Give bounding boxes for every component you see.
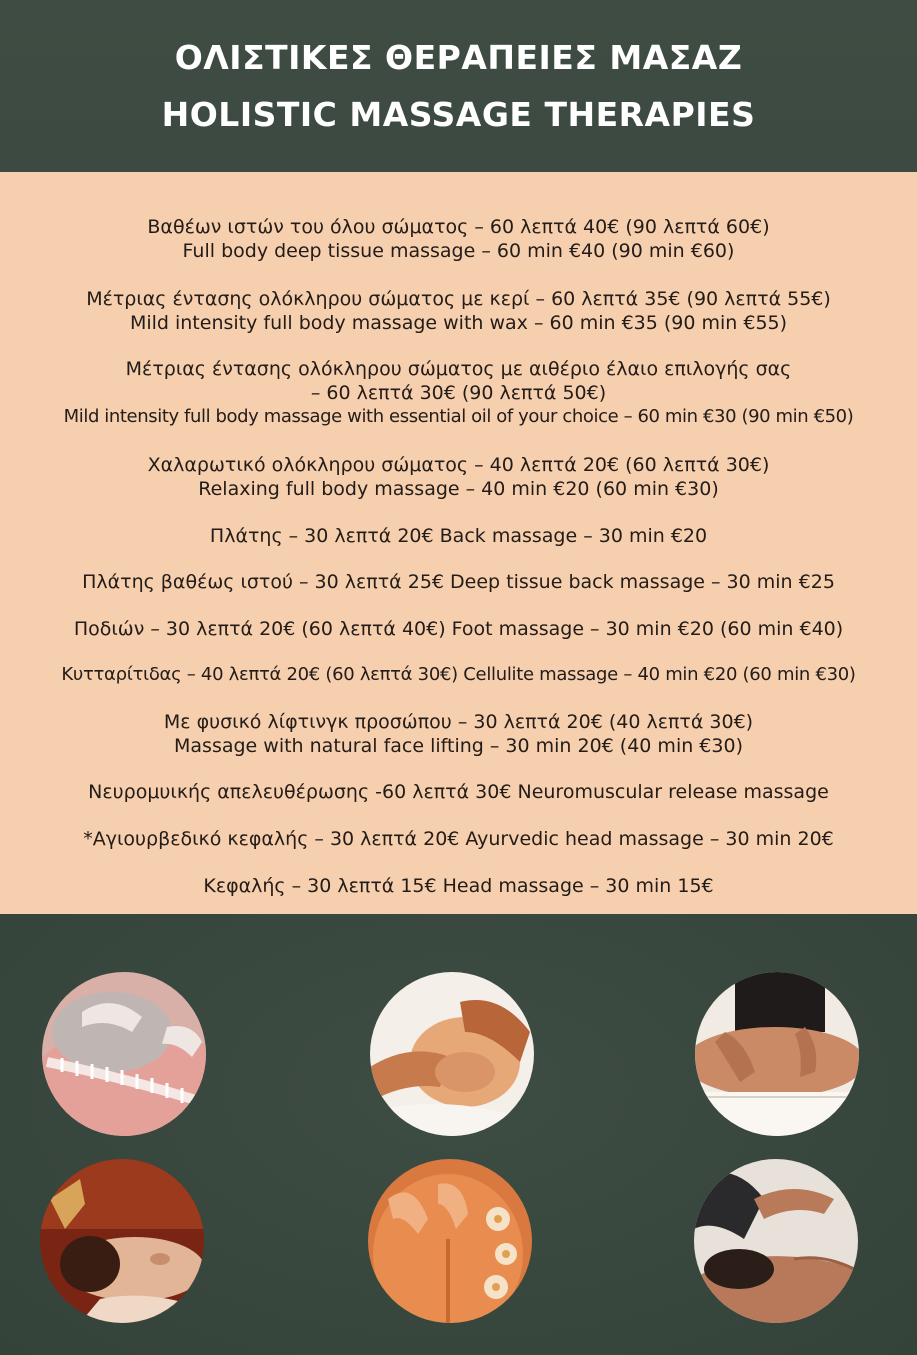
back-massage-photo — [695, 972, 859, 1136]
title-greek: ΟΛΙΣΤΙΚΕΣ ΘΕΡΑΠΕΙΕΣ ΜΑΣΑΖ — [174, 38, 743, 77]
face-massage-photo — [370, 972, 534, 1136]
service-line: Massage with natural face lifting – 30 min 20€ (40 min €30) — [174, 735, 743, 757]
service-item — [0, 453, 917, 501]
aroma-back-massage-photo — [368, 1159, 532, 1323]
service-line: Full body deep tissue massage – 60 min €40 (90 min €60) — [182, 240, 735, 262]
service-item — [0, 287, 917, 335]
service-line: Πλάτης βαθέως ιστού – 30 λεπτά 25€ Deep tissue back massage – 30 min €25 — [82, 571, 835, 593]
service-line: Κυτταρίτιδας – 40 λεπτά 20€ (60 λεπτά 30€) Cellulite massage – 40 min €20 (60 min €30) — [61, 664, 856, 685]
service-item — [0, 215, 917, 263]
spine-massage-photo — [42, 972, 206, 1136]
service-line: Ποδιών – 30 λεπτά 20€ (60 λεπτά 40€) Foot massage – 30 min €20 (60 min €40) — [73, 618, 844, 640]
service-item — [0, 357, 917, 429]
service-line: Νευρομυικής απελευθέρωσης -60 λεπτά 30€ Neuromuscular release massage — [88, 781, 829, 803]
service-item — [0, 617, 917, 641]
service-item — [0, 827, 917, 851]
service-line: Κεφαλής – 30 λεπτά 15€ Head massage – 30 min 15€ — [203, 875, 714, 897]
title-english: HOLISTIC MASSAGE THERAPIES — [161, 95, 756, 134]
service-item — [0, 524, 917, 548]
service-item — [0, 570, 917, 594]
service-line: Πλάτης – 30 λεπτά 20€ Back massage – 30 min €20 — [209, 525, 708, 547]
service-line: *Αγιουρβεδικό κεφαλής – 30 λεπτά 20€ Ayurvedic head massage – 30 min 20€ — [83, 828, 834, 850]
header-banner — [0, 0, 917, 172]
photo-gallery — [0, 914, 917, 1355]
service-item — [0, 780, 917, 804]
oil-head-massage-photo — [40, 1159, 204, 1323]
service-line: Μέτριας έντασης ολόκληρου σώματος με αιθέριο έλαιο επιλογής σας — [125, 358, 792, 380]
service-line: Βαθέων ιστών του όλου σώματος – 60 λεπτά 40€ (90 λεπτά 60€) — [147, 216, 770, 238]
deep-tissue-massage-photo — [694, 1159, 858, 1323]
service-item — [0, 874, 917, 898]
service-line: Μέτριας έντασης ολόκληρου σώματος με κερί – 60 λεπτά 35€ (90 λεπτά 55€) — [86, 288, 831, 310]
service-item — [0, 663, 917, 687]
service-line: Με φυσικό λίφτινγκ προσώπου – 30 λεπτά 20€ (40 λεπτά 30€) — [163, 711, 754, 733]
service-line: Relaxing full body massage – 40 min €20 (60 min €30) — [198, 478, 719, 500]
service-item — [0, 710, 917, 758]
service-line: Mild intensity full body massage with wax – 60 min €35 (90 min €55) — [129, 312, 788, 334]
price-list — [0, 172, 917, 914]
service-line: Mild intensity full body massage with essential oil of your choice – 60 min €30 (90 min €50) — [63, 406, 854, 427]
service-line: – 60 λεπτά 30€ (90 λεπτά 50€) — [310, 382, 607, 404]
service-line: Χαλαρωτικό ολόκληρου σώματος – 40 λεπτά 20€ (60 λεπτά 30€) — [147, 454, 770, 476]
